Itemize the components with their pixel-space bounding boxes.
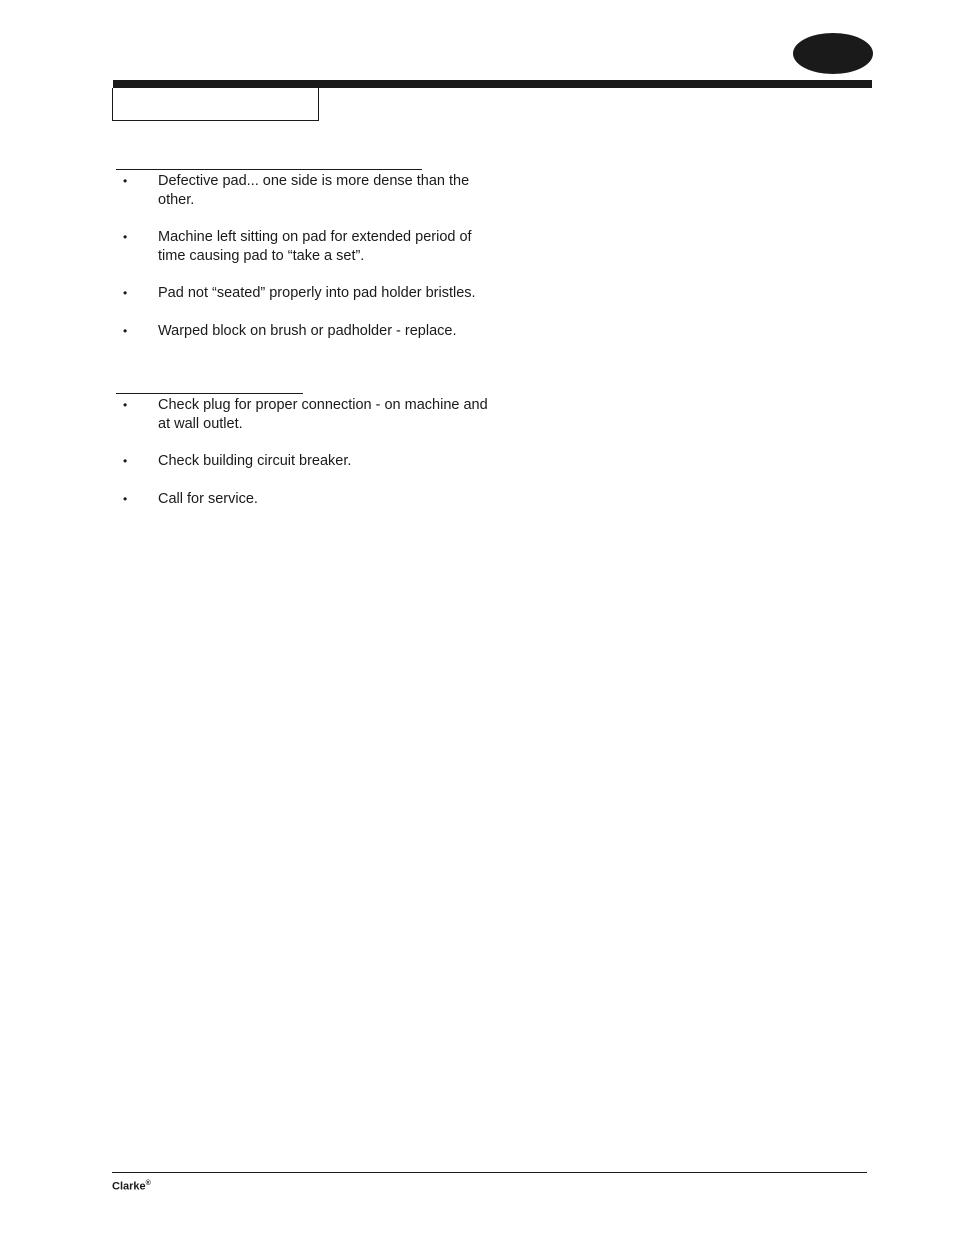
brand-name: Clarke bbox=[112, 1180, 146, 1193]
footer-brand bbox=[112, 1180, 151, 1193]
list-item-text: Pad not “seated” properly into pad holder bristles. bbox=[158, 285, 476, 301]
list-item bbox=[116, 172, 488, 209]
bullet-icon: • bbox=[123, 174, 128, 188]
section-2-list bbox=[116, 396, 488, 508]
list-item-text: Warped block on brush or padholder - replace. bbox=[158, 322, 457, 339]
bullet-icon: • bbox=[123, 454, 128, 468]
list-item-text: Check building circuit breaker. bbox=[158, 453, 352, 469]
list-item bbox=[116, 228, 488, 265]
bullet-icon: • bbox=[123, 323, 128, 338]
footer-rule bbox=[112, 1172, 867, 1173]
list-item-text: Defective pad... one side is more dense than the other. bbox=[158, 173, 470, 208]
list-item bbox=[116, 452, 488, 471]
registered-mark: ® bbox=[145, 1180, 151, 1187]
page-number-oval bbox=[793, 33, 873, 74]
section-1-list bbox=[116, 172, 488, 340]
bullet-icon: • bbox=[123, 398, 128, 412]
list-item bbox=[116, 284, 488, 303]
section-1-rule bbox=[116, 169, 422, 170]
list-item bbox=[116, 490, 488, 509]
list-item bbox=[116, 322, 488, 341]
bullet-icon: • bbox=[123, 286, 128, 300]
list-item-text: Machine left sitting on pad for extended period of time causing pad to “take a set”. bbox=[158, 229, 472, 264]
bullet-icon: • bbox=[123, 491, 128, 506]
list-item bbox=[116, 396, 488, 433]
header-bar bbox=[113, 80, 872, 88]
section-tab-box bbox=[112, 88, 319, 121]
list-item-text: Check plug for proper connection - on machine and at wall outlet. bbox=[158, 397, 488, 432]
section-2-rule bbox=[116, 393, 303, 394]
bullet-icon: • bbox=[123, 230, 128, 244]
list-item-text: Call for service. bbox=[158, 490, 258, 507]
